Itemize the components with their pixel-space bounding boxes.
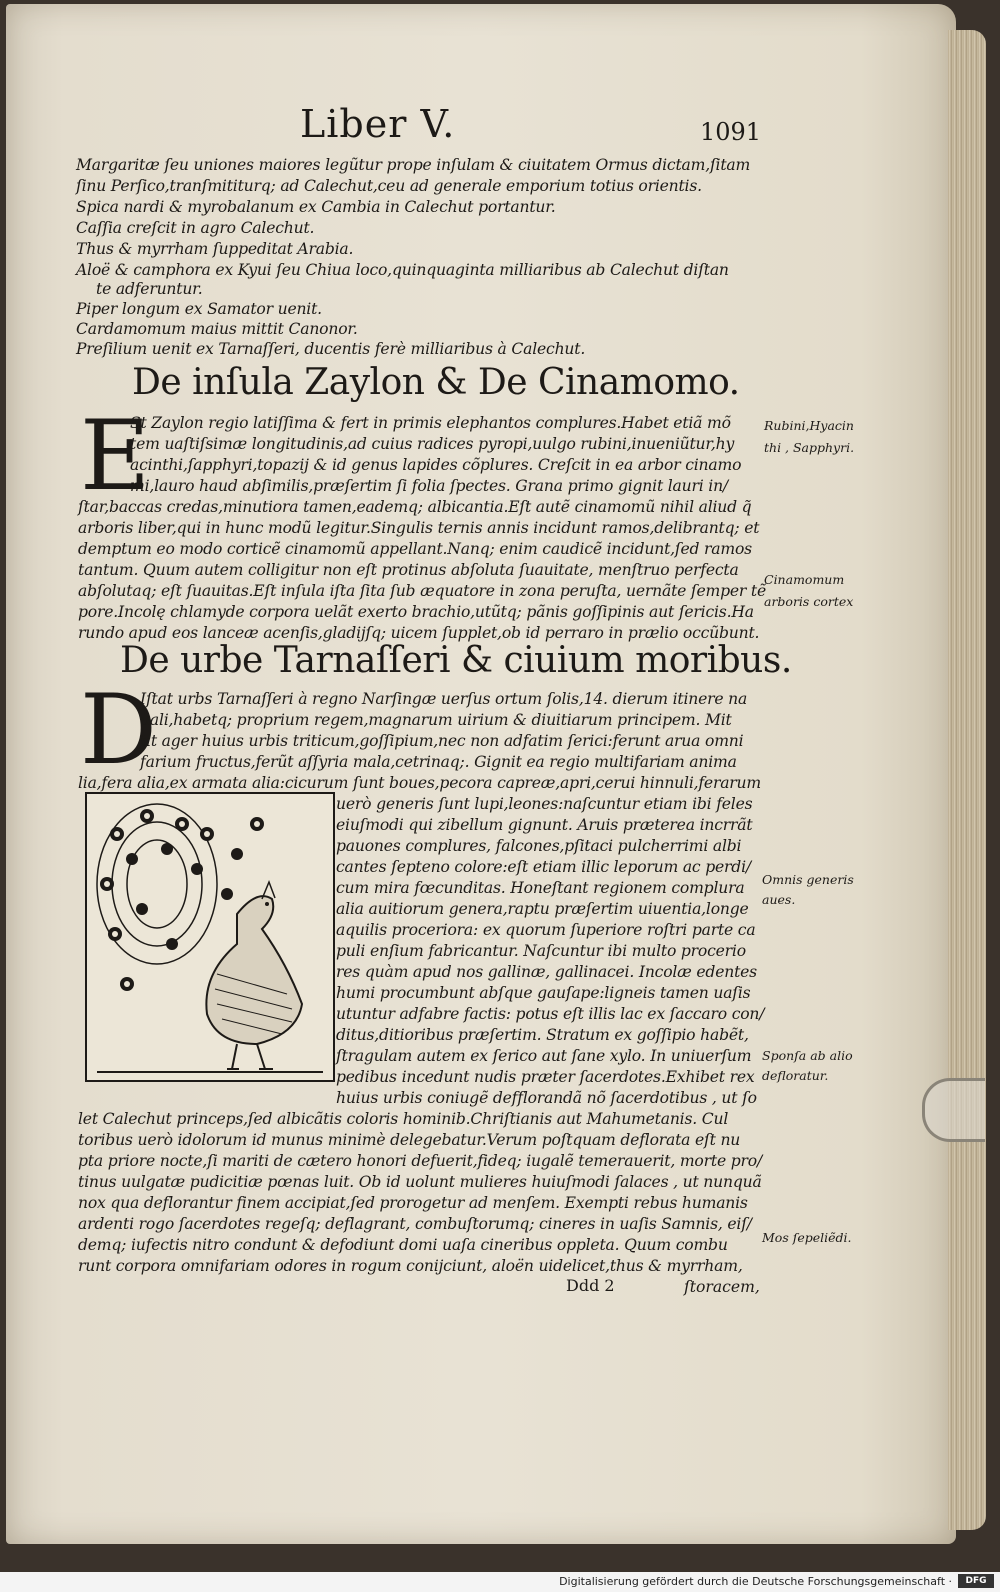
- section-heading: De urbe Tarnaſſeri & ciuium moribus.: [120, 640, 792, 681]
- body-line: St Zaylon regio latiſſima & fert in primis elephantos complures.Habet etiã mõ: [130, 414, 731, 432]
- body-line: cum mira fœcunditas. Honeſtant regionem complura: [336, 879, 745, 897]
- body-line: res quàm apud nos gallinæ, gallinacei. Incolæ edentes: [336, 963, 757, 981]
- body-line: tem uaſtiſsimæ longitudinis,ad cuius radices pyropi,uulgo rubini,inueniũtur,hy: [130, 435, 735, 453]
- margin-note: defloratur.: [762, 1068, 829, 1083]
- body-line: tantum. Quum autem colligitur non eſt protinus abſoluta ſuauitate, menſtruo perfecta: [78, 561, 739, 579]
- peacock-woodcut: [85, 792, 335, 1082]
- body-line: rundo apud eos lanceæ acenſis,gladijſq; uicem ſupplet,ob id perraro in prælio occũbunt.: [78, 624, 760, 642]
- body-line: pore.Incolę chlamyde corpora uelãt exerto brachio,utũtq; pãnis goſſipinis aut ſericis.Ha: [78, 603, 754, 621]
- intro-line: Margaritæ ſeu uniones maiores legũtur prope inſulam & ciuitatem Ormus dictam,ſitam: [76, 156, 751, 174]
- body-line: uerò generis ſunt lupi,leones:naſcuntur etiam ibi feles: [336, 795, 753, 813]
- body-line: let Calechut princeps,ſed albicãtis coloris hominib.Chriſtianis aut Mahumetanis. Cul: [78, 1110, 729, 1128]
- intro-line: Preſilium uenit ex Tarnaſſeri, ducentis ferè milliaribus à Calechut.: [76, 340, 586, 358]
- peacock-illustration: [87, 794, 333, 1080]
- body-line: aquilis proceriora: ex quorum ſuperiore roſtri parte ca: [336, 921, 756, 939]
- intro-line: Thus & myrrham ſuppeditat Arabia.: [76, 240, 354, 258]
- body-line: uali,habetq; proprium regem,magnarum uirium & diuitiarum principem. Mit: [140, 711, 732, 729]
- intro-line: te adferuntur.: [96, 280, 203, 298]
- body-line: utuntur adfabre factis: potus eſt illis lac ex ſaccaro con/: [336, 1005, 765, 1023]
- intro-line: Aloë & camphora ex Kyui ſeu Chiua loco,quinquaginta milliaribus ab Calechut diſtan: [76, 261, 729, 279]
- section-heading: De inſula Zaylon & De Cinamomo.: [132, 362, 740, 403]
- body-line: lia,fera alia,ex armata alia:cicurum ſunt boues,pecora capreæ,apri,cerui hinnuli,ferarum: [78, 774, 761, 792]
- body-line: humi procumbunt abſque gauſape:ligneis tamen uaſis: [336, 984, 751, 1002]
- body-line: ſtragulam autem ex ſerico aut ſane xylo. In uniuerſum: [336, 1047, 752, 1065]
- body-line: ſtar,baccas credas,minutiora tamen,eademq; albicantia.Eſt autẽ cinamomũ nihil aliud q̃: [78, 498, 752, 516]
- margin-note: arboris cortex: [764, 594, 854, 609]
- drop-cap: D: [80, 674, 157, 786]
- intro-line: ſinu Perſico,tranſmititurq; ad Calechut,ceu ad generale emporium totius orientis.: [76, 177, 702, 195]
- body-line: ardenti rogo ſacerdotes regeſq; deflagrant, combuſtorumq; cineres in uaſis Samnis, eiſ/: [78, 1215, 752, 1233]
- intro-line: Piper longum ex Samator uenit.: [76, 300, 322, 318]
- margin-note: Omnis generis: [762, 872, 854, 887]
- body-line: puli enſium fabricantur. Naſcuntur ibi multo procerio: [336, 942, 746, 960]
- margin-note: Rubini,Hyacin: [764, 418, 854, 433]
- body-line: pedibus incedunt nudis præter ſacerdotes.Exhibet rex: [336, 1068, 755, 1086]
- body-line: huius urbis coniugẽ defflorandã nõ ſacerdotibus , ut ſo: [336, 1089, 757, 1107]
- catchword: ſtoracem,: [684, 1278, 760, 1296]
- body-line: eiuſmodi qui zibellum gignunt. Aruis præterea incrrãt: [336, 816, 753, 834]
- dfg-credit: Digitalisierung gefördert durch die Deutsche Forschungsgemeinschaft ·: [559, 1575, 952, 1588]
- page-number: 1091: [700, 118, 762, 146]
- dfg-logo: DFG: [958, 1574, 994, 1588]
- running-head: Liber V.: [300, 102, 456, 146]
- drop-cap: E: [80, 400, 151, 512]
- body-line: abſolutaq; eſt ſuauitas.Eſt inſula iſta ſita ſub æquatore in zona peruſta, uernãte ſemper tẽ: [78, 582, 767, 600]
- body-line: pauones complures, falcones,pſitaci pulcherrimi albi: [336, 837, 742, 855]
- body-line: tinus uulgatæ pudicitiæ pœnas luit. Ob id uolunt mulieres huiuſmodi ſalaces , ut nunquã: [78, 1173, 762, 1191]
- body-line: pta priore nocte,ſi mariti de cætero honori defuerit,fideq; iugalẽ temerauerit, morte pro/: [78, 1152, 763, 1170]
- body-line: farium fructus,ferũt aſſyria mala,cetrinaq;. Gignit ea regio multifariam anima: [140, 753, 737, 771]
- body-line: demptum eo modo corticẽ cinamomũ appellant.Nanq; enim caudicẽ incidunt,ſed ramos: [78, 540, 752, 558]
- body-line: toribus uerò idolorum id munus minimè delegebatur.Verum poſtquam deflorata eſt nu: [78, 1131, 741, 1149]
- body-line: mi,lauro haud abſimilis,præſertim ſi folia ſpectes. Grana primo gignit lauri in/: [130, 477, 728, 495]
- margin-note: Sponſa ab alio: [762, 1048, 853, 1063]
- body-line: acinthi,ſapphyri,topazij & id genus lapides cõplures. Creſcit in ea arbor cinamo: [130, 456, 742, 474]
- intro-line: Cardamomum maius mittit Canonor.: [76, 320, 358, 338]
- body-line: Iſtat urbs Tarnaſſeri à regno Narſingæ uerſus ortum ſolis,14. dierum itinere na: [140, 690, 748, 708]
- margin-note: Cinamomum: [764, 572, 845, 587]
- body-line: nox qua deflorantur finem accipiat,ſed prorogetur ad menſem. Exempti rebus humanis: [78, 1194, 748, 1212]
- body-line: ditus,ditioribus præſertim. Stratum ex goſſipio habẽt,: [336, 1026, 749, 1044]
- margin-note: Mos ſepeliẽdi.: [762, 1230, 852, 1245]
- body-line: alia auitiorum genera,raptu præſertim uiuentia,longe: [336, 900, 749, 918]
- intro-line: Spica nardi & myrobalanum ex Cambia in Calechut portantur.: [76, 198, 556, 216]
- book-clasp: [922, 1078, 985, 1142]
- body-line: runt corpora omnifariam odores in rogum conijciunt, aloën uidelicet,thus & myrrham,: [78, 1257, 743, 1275]
- body-line: cantes ſepteno colore:eſt etiam illic leporum ac perdi/: [336, 858, 751, 876]
- signature-mark: Ddd 2: [566, 1276, 615, 1295]
- body-line: arboris liber,qui in hunc modũ legitur.Singulis ternis annis incidunt ramos,delibrantq; et: [78, 519, 760, 537]
- margin-note: thi , Sapphyri.: [764, 440, 855, 455]
- page-edges: [948, 30, 986, 1530]
- body-line: demq; iufectis nitro condunt & defodiunt domi uaſa cineribus oppleta. Quum combu: [78, 1236, 728, 1254]
- body-line: tit ager huius urbis triticum,goſſipium,nec non adfatim ſerici:ferunt arua omni: [140, 732, 744, 750]
- intro-line: Caſſia creſcit in agro Calechut.: [76, 219, 315, 237]
- margin-note: aues.: [762, 892, 796, 907]
